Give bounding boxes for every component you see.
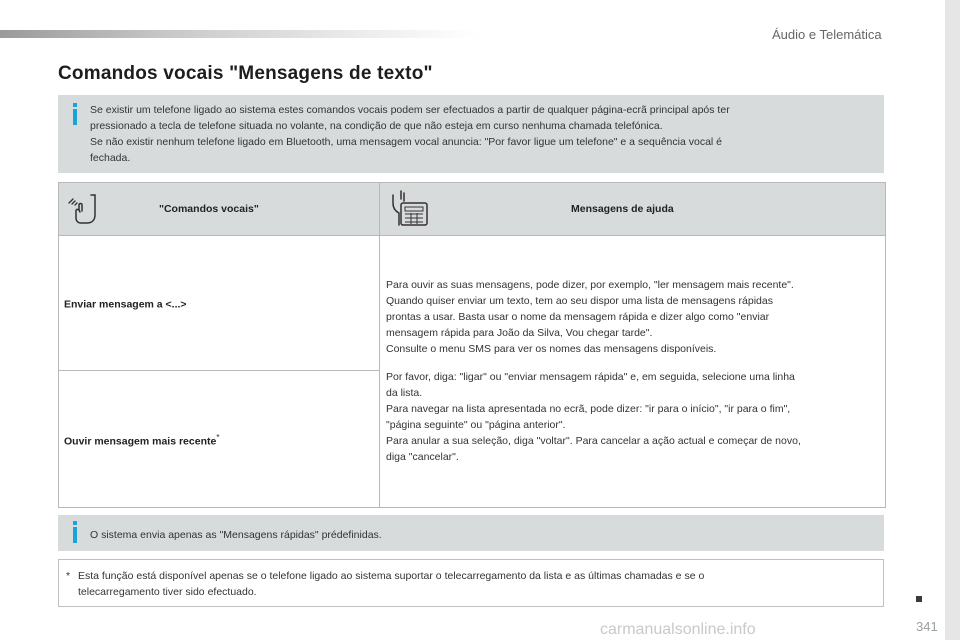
command-text: Enviar mensagem a <...> — [64, 298, 187, 311]
header-gradient-bar — [0, 30, 480, 38]
help-line: Para ouvir as suas mensagens, pode dizer, por exemplo, "ler mensagem mais recente". — [386, 279, 794, 291]
watermark: carmanualsonline.info — [600, 621, 756, 638]
help-line: Por favor, diga: "ligar" ou "enviar mensagem rápida" e, em seguida, selecione uma linha — [386, 371, 795, 383]
info-line: pressionado a tecla de telefone situada no volante, na condição de que não esteja em curso nenhuma chamada telefónica. — [90, 120, 663, 132]
column-divider — [379, 183, 380, 507]
help-paragraph — [386, 369, 876, 465]
help-line: da lista. — [386, 387, 423, 399]
page-title: Comandos vocais "Mensagens de texto" — [58, 63, 433, 84]
help-paragraph — [386, 277, 876, 357]
table-header-row — [59, 183, 885, 236]
page-number: 341 — [916, 619, 938, 634]
footnote — [58, 559, 884, 607]
info-line: Se existir um telefone ligado ao sistema estes comandos vocais podem ser efectuados a partir de qualquer página-ecrã principal após ter — [90, 104, 730, 116]
row-divider — [59, 370, 379, 371]
info-line: fechada. — [90, 152, 131, 164]
help-line: mensagem rápida para João da Silva, Vou chegar tarde". — [386, 327, 653, 339]
info-icon — [69, 521, 81, 543]
info-icon — [69, 103, 81, 125]
page-marker — [916, 596, 922, 602]
help-line: Para anular a sua seleção, diga "voltar". Para cancelar a ação actual e começar de novo, — [386, 435, 801, 447]
help-line: Para navegar na lista apresentada no ecrã, pode dizer: "ir para o início", "ir para o fim", — [386, 403, 791, 415]
footnote-line: Esta função está disponível apenas se o telefone ligado ao sistema suportar o telecarregamento da lista e as últimas chamadas e se o — [78, 570, 705, 582]
help-line: "página seguinte" ou "página anterior". — [386, 419, 566, 431]
command-text: Ouvir mensagem mais recente — [64, 435, 217, 448]
help-line: diga "cancelar". — [386, 451, 459, 463]
footnote-star: * — [66, 570, 71, 582]
voice-hand-icon — [65, 191, 101, 227]
info-line: Se não existir nenhum telefone ligado em Bluetooth, uma mensagem vocal anuncia: "Por favor ligue um telefone" e a sequência vocal é — [90, 136, 722, 148]
info-text — [90, 102, 872, 166]
voice-commands-table — [58, 182, 886, 508]
section-title: Áudio e Telemática — [772, 27, 882, 42]
help-line: Consulte o menu SMS para ver os nomes das mensagens disponíveis. — [386, 343, 717, 355]
command-send-message — [64, 295, 187, 311]
page-edge-strip — [945, 0, 960, 640]
info-box-quick-messages — [58, 515, 884, 551]
info-text: O sistema envia apenas as "Mensagens rápidas" prédefinidas. — [90, 529, 382, 541]
column-header-commands: "Comandos vocais" — [159, 203, 259, 215]
footnote-line: telecarregamento tiver sido efectuado. — [78, 586, 257, 598]
keypad-hand-icon — [389, 189, 429, 229]
help-line: prontas a usar. Basta usar o nome da mensagem rápida e dizer algo como "enviar — [386, 311, 770, 323]
column-header-help: Mensagens de ajuda — [571, 203, 674, 215]
footnote-marker: * — [216, 433, 220, 442]
help-line: Quando quiser enviar um texto, tem ao seu dispor uma lista de mensagens rápidas — [386, 295, 773, 307]
info-box-phone-connection — [58, 95, 884, 173]
command-listen-latest — [64, 433, 219, 448]
